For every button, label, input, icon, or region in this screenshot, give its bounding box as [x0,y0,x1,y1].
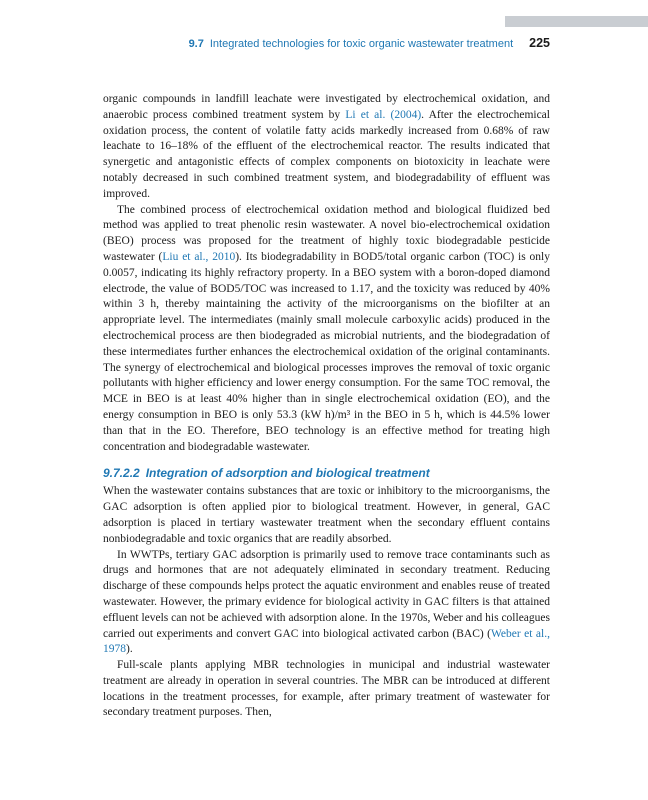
paragraph-1 [103,92,550,203]
paragraph-2 [103,203,550,456]
text-run: When the wastewater contains substances that are toxic or inhibitory to the microorganisms, the GAC adsorption is often applied pior to biological treatment. However, in general, GAC adsorption is placed in tertiary wastewater treatment when the secondary effluent contains nonbiodegradable and toxic organics that are readily absorbed. [103,485,550,545]
paragraph-5 [103,658,550,721]
citation-link[interactable]: Li et al. (2004) [345,108,422,121]
text-run: . After the electrochemical oxidation process, the content of volatile fatty acids markedly increased from 0.68% of raw leachate to 16–18% of the effluent of the electrochemical reactor. The results indicated that synergetic and antagonistic effects of complex components on biotoxicity in leachate were notably decreased in such combined treatment system, and biodegradability of effluent was improved. [103,108,550,200]
citation-link[interactable]: Weber et al., 1978 [103,627,550,656]
citation-link[interactable]: Liu et al., 2010 [162,250,236,263]
subsection-heading [103,466,550,480]
paragraph-3 [103,484,550,547]
text-run: Full-scale plants applying MBR technologies in municipal and industrial wastewater treatment are already in operation in several countries. The MBR can be introduced at different locations in the treatment processes, for example, after primary treatment of wastewater for secondary treatment purposes. Then, [103,659,550,719]
header-section-title: Integrated technologies for toxic organic wastewater treatment [209,38,514,50]
subsection-title: Integration of adsorption and biological treatment [145,466,430,481]
text-run: The combined process of electrochemical oxidation method and biological fluidized bed method was applied to treat phenolic resin wastewater. A novel bio-electrochemical oxidation (BEO) process was proposed for the treatment of highly toxic biodegradable pesticide wastewater ( [103,203,550,263]
page-number: 225 [529,36,550,50]
paragraph-4 [103,548,550,659]
text-run: In WWTPs, tertiary GAC adsorption is primarily used to remove trace contaminants such as drugs and hormones that are not adequately eliminated in secondary treatment. Reducing discharge of these compounds helps protect the aquatic environment and enables reuse of treated wastewater. However, the primary evidence for biological activity in GAC filters is that attained effluent levels can not be achieved with adsorption alone. In the 1970s, Weber and his colleagues carried out experiments and convert GAC into biological activated carbon (BAC) ( [103,548,550,640]
page-body [103,92,550,721]
running-header [103,36,550,50]
text-run: ). Its biodegradability in BOD5/total organic carbon (TOC) is only 0.0057, indicating its highly refractory property. In a BEO system with a boron-doped diamond electrode, the value of BOD5/TOC was increased to 1.17, and the toxicity was reduced by 40% within 3 h, thereby maintaining the activity of the microorganisms on the biofilter at an appropriate level. The intermediates (mainly small molecule carboxylic acids) produced in the electrochemical process are then biodegraded as microbial nutrients, and the biodegradation of these intermediates further enhances the electrochemical oxidation of the original contaminants. The synergy of electrochemical and biological processes improves the removal of toxic organic pollutants with higher efficiency and lower energy consumption. For the same TOC removal, the MCE in BEO is at least 40% higher than in single electrochemical oxidation (EO), and the energy consumption in BEO is only 53.3 (kW h)/m³ in the BEO in 5 h, which is 44.5% lower than that in the EO. Therefore, BEO technology is an effective method for treating high concentration and biodegradable wastewater. [103,250,550,453]
text-run: organic compounds in landfill leachate were investigated by electrochemical oxidation, and anaerobic process combined treatment system by [103,93,550,121]
header-decoration-bar [505,16,648,27]
subsection-number: 9.7.2.2 [103,466,140,481]
header-section-number: 9.7 [188,38,204,50]
text-run: ). [126,643,133,656]
